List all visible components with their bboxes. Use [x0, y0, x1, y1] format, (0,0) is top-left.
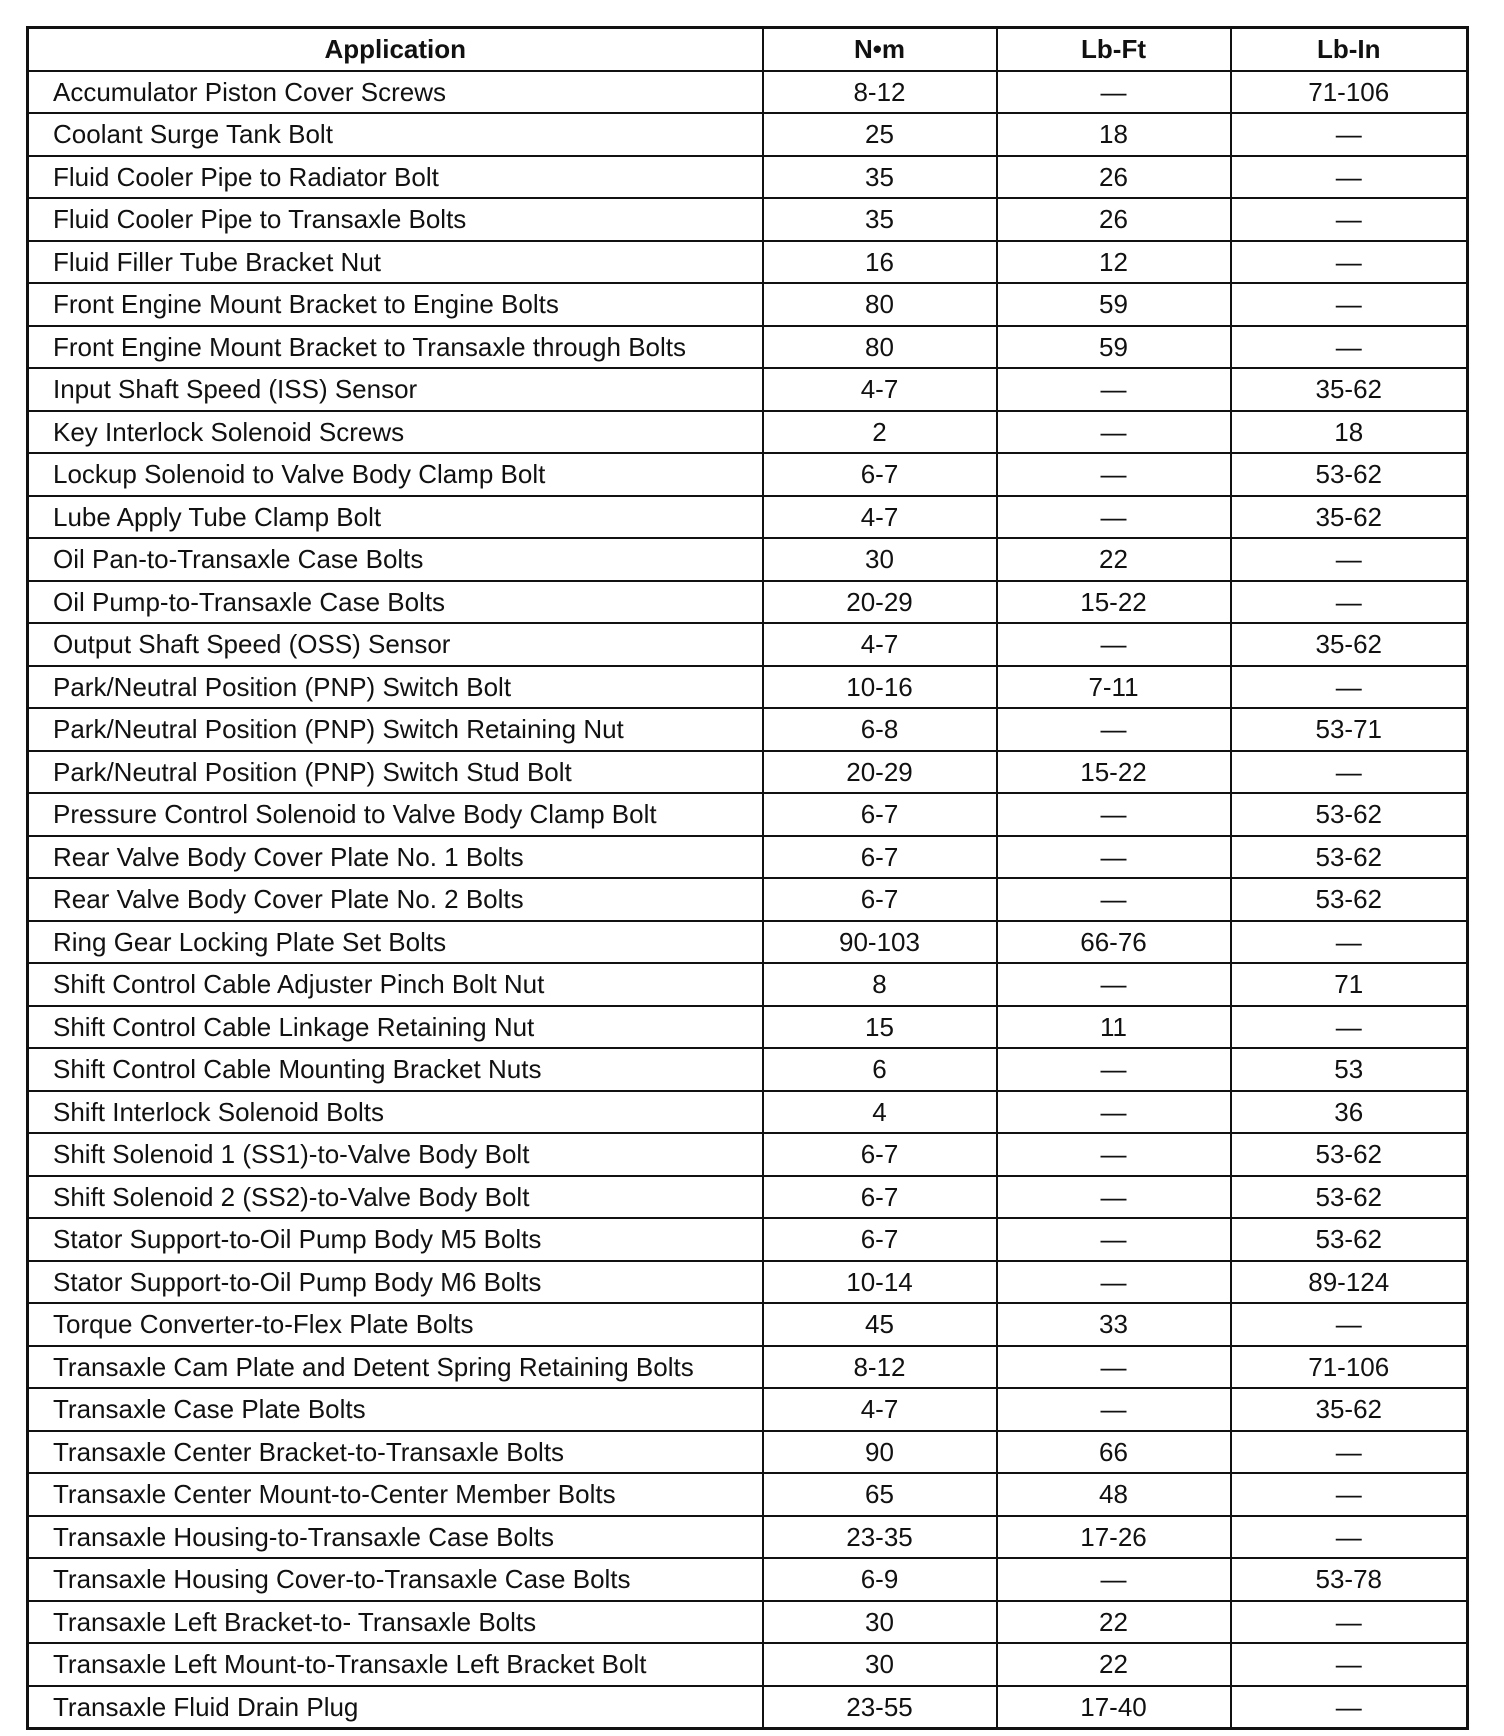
table-row — [28, 1261, 1468, 1304]
cell-lbin: — — [1231, 1643, 1468, 1686]
table-row — [28, 666, 1468, 709]
column-header-application: Application — [28, 28, 763, 71]
cell-lbft: 66-76 — [997, 921, 1231, 964]
cell-lbin: — — [1231, 156, 1468, 199]
table-row — [28, 1048, 1468, 1091]
table-row — [28, 963, 1468, 1006]
cell-lbft: — — [997, 496, 1231, 539]
cell-lbft: — — [997, 1176, 1231, 1219]
table-row — [28, 368, 1468, 411]
cell-lbft: 11 — [997, 1006, 1231, 1049]
cell-application: Transaxle Left Mount-to-Transaxle Left Bracket Bolt — [28, 1643, 763, 1686]
cell-lbin: 18 — [1231, 411, 1468, 454]
cell-application: Oil Pan-to-Transaxle Case Bolts — [28, 538, 763, 581]
cell-nm: 15 — [763, 1006, 997, 1049]
cell-lbin: 53-78 — [1231, 1558, 1468, 1601]
cell-lbft: 26 — [997, 198, 1231, 241]
cell-lbin: — — [1231, 241, 1468, 284]
cell-lbft: — — [997, 1091, 1231, 1134]
column-header-lbft: Lb-Ft — [997, 28, 1231, 71]
cell-application: Transaxle Case Plate Bolts — [28, 1388, 763, 1431]
cell-application: Key Interlock Solenoid Screws — [28, 411, 763, 454]
cell-lbin: 53-62 — [1231, 453, 1468, 496]
cell-application: Transaxle Cam Plate and Detent Spring Retaining Bolts — [28, 1346, 763, 1389]
cell-nm: 90 — [763, 1431, 997, 1474]
cell-lbin: 71-106 — [1231, 1346, 1468, 1389]
cell-lbin: 53-62 — [1231, 1218, 1468, 1261]
cell-application: Coolant Surge Tank Bolt — [28, 113, 763, 156]
table-row — [28, 326, 1468, 369]
cell-lbin: — — [1231, 1686, 1468, 1729]
cell-lbft: — — [997, 1218, 1231, 1261]
cell-lbin: — — [1231, 283, 1468, 326]
cell-lbin: 53-62 — [1231, 878, 1468, 921]
cell-lbft: — — [997, 623, 1231, 666]
cell-application: Ring Gear Locking Plate Set Bolts — [28, 921, 763, 964]
cell-lbft: 22 — [997, 1601, 1231, 1644]
cell-nm: 6 — [763, 1048, 997, 1091]
cell-lbft: 33 — [997, 1303, 1231, 1346]
cell-application: Lockup Solenoid to Valve Body Clamp Bolt — [28, 453, 763, 496]
cell-nm: 80 — [763, 283, 997, 326]
cell-application: Shift Solenoid 2 (SS2)-to-Valve Body Bolt — [28, 1176, 763, 1219]
cell-lbft: 48 — [997, 1473, 1231, 1516]
cell-nm: 4-7 — [763, 1388, 997, 1431]
table-row — [28, 1473, 1468, 1516]
table-row — [28, 113, 1468, 156]
cell-lbin: 71-106 — [1231, 71, 1468, 114]
table-row — [28, 793, 1468, 836]
cell-nm: 23-35 — [763, 1516, 997, 1559]
cell-lbin: — — [1231, 538, 1468, 581]
cell-lbft: — — [997, 708, 1231, 751]
cell-lbin: — — [1231, 921, 1468, 964]
cell-nm: 6-7 — [763, 1176, 997, 1219]
table-row — [28, 1558, 1468, 1601]
cell-lbft: — — [997, 836, 1231, 879]
cell-application: Fluid Cooler Pipe to Radiator Bolt — [28, 156, 763, 199]
cell-nm: 4 — [763, 1091, 997, 1134]
cell-lbin: — — [1231, 666, 1468, 709]
cell-lbft: — — [997, 1261, 1231, 1304]
table-row — [28, 453, 1468, 496]
cell-nm: 6-7 — [763, 793, 997, 836]
cell-application: Shift Control Cable Mounting Bracket Nuts — [28, 1048, 763, 1091]
cell-lbft: 18 — [997, 113, 1231, 156]
cell-lbft: — — [997, 1133, 1231, 1176]
cell-nm: 20-29 — [763, 581, 997, 624]
cell-application: Transaxle Fluid Drain Plug — [28, 1686, 763, 1729]
cell-nm: 6-8 — [763, 708, 997, 751]
cell-lbin: — — [1231, 1516, 1468, 1559]
table-row — [28, 1388, 1468, 1431]
table-header-row — [28, 28, 1468, 71]
cell-application: Pressure Control Solenoid to Valve Body Clamp Bolt — [28, 793, 763, 836]
cell-application: Transaxle Left Bracket-to- Transaxle Bolts — [28, 1601, 763, 1644]
cell-lbft: 22 — [997, 538, 1231, 581]
cell-lbin: — — [1231, 1006, 1468, 1049]
table-row — [28, 1218, 1468, 1261]
cell-application: Output Shaft Speed (OSS) Sensor — [28, 623, 763, 666]
cell-application: Front Engine Mount Bracket to Engine Bolts — [28, 283, 763, 326]
cell-nm: 20-29 — [763, 751, 997, 794]
cell-lbin: 35-62 — [1231, 1388, 1468, 1431]
cell-lbft: 12 — [997, 241, 1231, 284]
cell-application: Transaxle Center Bracket-to-Transaxle Bolts — [28, 1431, 763, 1474]
cell-application: Front Engine Mount Bracket to Transaxle through Bolts — [28, 326, 763, 369]
cell-application: Stator Support-to-Oil Pump Body M6 Bolts — [28, 1261, 763, 1304]
cell-lbin: 53-62 — [1231, 793, 1468, 836]
cell-lbft: — — [997, 1558, 1231, 1601]
cell-lbin: 71 — [1231, 963, 1468, 1006]
table-row — [28, 1601, 1468, 1644]
table-row — [28, 623, 1468, 666]
table-row — [28, 198, 1468, 241]
cell-nm: 80 — [763, 326, 997, 369]
table-row — [28, 71, 1468, 114]
cell-lbin: — — [1231, 1601, 1468, 1644]
cell-application: Oil Pump-to-Transaxle Case Bolts — [28, 581, 763, 624]
cell-lbft: — — [997, 1388, 1231, 1431]
cell-application: Park/Neutral Position (PNP) Switch Stud Bolt — [28, 751, 763, 794]
table-row — [28, 538, 1468, 581]
table-row — [28, 1091, 1468, 1134]
cell-nm: 8 — [763, 963, 997, 1006]
cell-nm: 6-7 — [763, 1218, 997, 1261]
cell-lbin: — — [1231, 1473, 1468, 1516]
cell-lbft: — — [997, 1048, 1231, 1091]
cell-nm: 8-12 — [763, 1346, 997, 1389]
cell-lbft: — — [997, 71, 1231, 114]
cell-lbft: — — [997, 411, 1231, 454]
cell-lbft: 7-11 — [997, 666, 1231, 709]
cell-nm: 16 — [763, 241, 997, 284]
cell-lbin: 53-62 — [1231, 836, 1468, 879]
torque-spec-table — [26, 26, 1469, 1730]
cell-lbin: 35-62 — [1231, 368, 1468, 411]
column-header-lbin: Lb-In — [1231, 28, 1468, 71]
cell-lbin: 53-62 — [1231, 1133, 1468, 1176]
cell-lbin: — — [1231, 1431, 1468, 1474]
cell-application: Shift Solenoid 1 (SS1)-to-Valve Body Bolt — [28, 1133, 763, 1176]
cell-lbin: 36 — [1231, 1091, 1468, 1134]
cell-application: Torque Converter-to-Flex Plate Bolts — [28, 1303, 763, 1346]
cell-nm: 30 — [763, 1601, 997, 1644]
cell-nm: 45 — [763, 1303, 997, 1346]
cell-lbft: 15-22 — [997, 751, 1231, 794]
cell-lbft: 22 — [997, 1643, 1231, 1686]
table-row — [28, 921, 1468, 964]
cell-application: Transaxle Center Mount-to-Center Member Bolts — [28, 1473, 763, 1516]
cell-application: Transaxle Housing Cover-to-Transaxle Case Bolts — [28, 1558, 763, 1601]
cell-nm: 30 — [763, 538, 997, 581]
cell-lbin: 53 — [1231, 1048, 1468, 1091]
cell-lbft: 17-40 — [997, 1686, 1231, 1729]
cell-nm: 4-7 — [763, 623, 997, 666]
cell-application: Rear Valve Body Cover Plate No. 2 Bolts — [28, 878, 763, 921]
table-row — [28, 156, 1468, 199]
cell-application: Accumulator Piston Cover Screws — [28, 71, 763, 114]
cell-nm: 2 — [763, 411, 997, 454]
table-row — [28, 241, 1468, 284]
cell-lbin: 89-124 — [1231, 1261, 1468, 1304]
cell-lbft: 59 — [997, 326, 1231, 369]
cell-lbft: 15-22 — [997, 581, 1231, 624]
table-row — [28, 878, 1468, 921]
cell-application: Input Shaft Speed (ISS) Sensor — [28, 368, 763, 411]
cell-nm: 35 — [763, 156, 997, 199]
cell-lbft: — — [997, 793, 1231, 836]
table-row — [28, 1643, 1468, 1686]
table-row — [28, 581, 1468, 624]
column-header-nm: N•m — [763, 28, 997, 71]
cell-application: Shift Control Cable Adjuster Pinch Bolt Nut — [28, 963, 763, 1006]
table-row — [28, 1006, 1468, 1049]
cell-application: Park/Neutral Position (PNP) Switch Bolt — [28, 666, 763, 709]
cell-lbft: — — [997, 368, 1231, 411]
cell-application: Stator Support-to-Oil Pump Body M5 Bolts — [28, 1218, 763, 1261]
table-row — [28, 836, 1468, 879]
table-body — [28, 71, 1468, 1729]
table-row — [28, 496, 1468, 539]
cell-nm: 6-7 — [763, 878, 997, 921]
table-row — [28, 411, 1468, 454]
cell-application: Shift Control Cable Linkage Retaining Nut — [28, 1006, 763, 1049]
cell-nm: 6-7 — [763, 453, 997, 496]
table-row — [28, 1346, 1468, 1389]
cell-lbft: — — [997, 1346, 1231, 1389]
cell-lbft: 59 — [997, 283, 1231, 326]
table-row — [28, 1176, 1468, 1219]
cell-nm: 23-55 — [763, 1686, 997, 1729]
cell-application: Shift Interlock Solenoid Bolts — [28, 1091, 763, 1134]
table-row — [28, 1133, 1468, 1176]
cell-lbft: 26 — [997, 156, 1231, 199]
cell-nm: 65 — [763, 1473, 997, 1516]
cell-lbft: — — [997, 453, 1231, 496]
cell-nm: 35 — [763, 198, 997, 241]
table-row — [28, 1516, 1468, 1559]
cell-nm: 30 — [763, 1643, 997, 1686]
cell-lbft: — — [997, 963, 1231, 1006]
table-row — [28, 751, 1468, 794]
cell-lbin: — — [1231, 326, 1468, 369]
table-row — [28, 1431, 1468, 1474]
cell-lbin: 53-62 — [1231, 1176, 1468, 1219]
cell-nm: 8-12 — [763, 71, 997, 114]
table-row — [28, 1686, 1468, 1729]
cell-application: Transaxle Housing-to-Transaxle Case Bolts — [28, 1516, 763, 1559]
cell-lbin: 35-62 — [1231, 623, 1468, 666]
cell-application: Park/Neutral Position (PNP) Switch Retaining Nut — [28, 708, 763, 751]
cell-nm: 10-16 — [763, 666, 997, 709]
cell-lbin: — — [1231, 581, 1468, 624]
cell-lbft: — — [997, 878, 1231, 921]
cell-nm: 4-7 — [763, 368, 997, 411]
cell-nm: 6-9 — [763, 1558, 997, 1601]
cell-application: Rear Valve Body Cover Plate No. 1 Bolts — [28, 836, 763, 879]
table-row — [28, 283, 1468, 326]
cell-lbin: — — [1231, 113, 1468, 156]
cell-nm: 4-7 — [763, 496, 997, 539]
cell-lbin: — — [1231, 1303, 1468, 1346]
cell-lbin: — — [1231, 751, 1468, 794]
cell-application: Lube Apply Tube Clamp Bolt — [28, 496, 763, 539]
cell-application: Fluid Filler Tube Bracket Nut — [28, 241, 763, 284]
cell-lbin: 53-71 — [1231, 708, 1468, 751]
cell-lbin: — — [1231, 198, 1468, 241]
cell-nm: 25 — [763, 113, 997, 156]
cell-nm: 10-14 — [763, 1261, 997, 1304]
cell-lbft: 66 — [997, 1431, 1231, 1474]
cell-nm: 90-103 — [763, 921, 997, 964]
cell-application: Fluid Cooler Pipe to Transaxle Bolts — [28, 198, 763, 241]
cell-nm: 6-7 — [763, 1133, 997, 1176]
table-row — [28, 1303, 1468, 1346]
table-row — [28, 708, 1468, 751]
cell-lbft: 17-26 — [997, 1516, 1231, 1559]
cell-nm: 6-7 — [763, 836, 997, 879]
cell-lbin: 35-62 — [1231, 496, 1468, 539]
